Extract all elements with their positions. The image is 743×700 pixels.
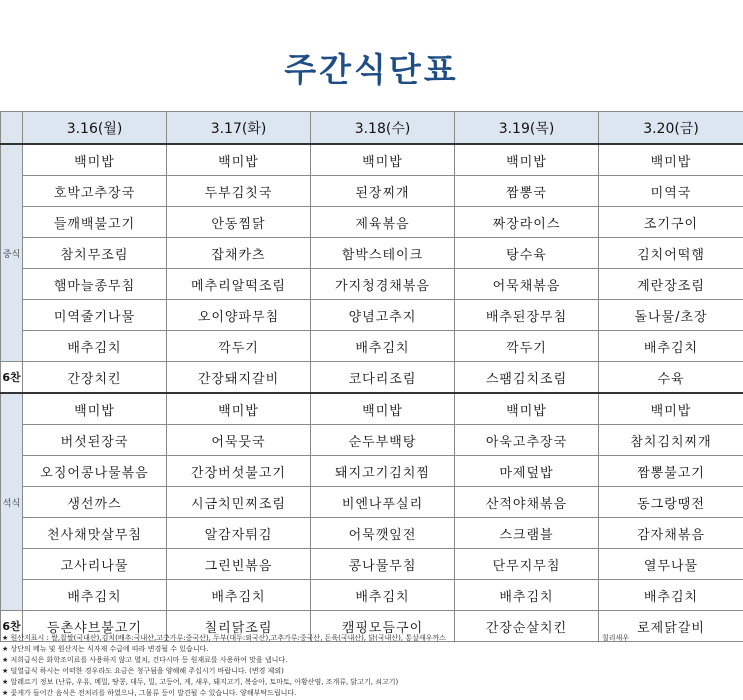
menu-cell: 콩나물무침 xyxy=(311,549,455,580)
menu-cell: 감자채볶음 xyxy=(599,518,743,549)
menu-cell: 배추김치 xyxy=(599,331,743,362)
side-dish-cell: 캠핑모듬구이 xyxy=(311,611,455,642)
menu-cell: 백미밥 xyxy=(599,144,743,176)
note-line: ★ 원산지표시 : 쌀,찹쌀(국내산),김치(배추:국내산,고춧가루:중국산), 두부(대두:외국산),고추가루:중국산, 돈육(국내산), 닭(국내산), 통살새우까스 xyxy=(2,634,446,642)
side-dish-cell: 코다리조림 xyxy=(311,362,455,394)
menu-cell: 참치김치찌개 xyxy=(599,425,743,456)
lunch-row xyxy=(1,144,743,176)
menu-cell: 천사채맛살무침 xyxy=(23,518,167,549)
menu-cell: 돌나물/초장 xyxy=(599,300,743,331)
lunch-side-row xyxy=(1,362,743,394)
menu-cell: 알감자튀김 xyxy=(167,518,311,549)
menu-cell: 스크램블 xyxy=(455,518,599,549)
notes-extra: 칠리새우 xyxy=(602,634,630,642)
menu-cell: 백미밥 xyxy=(167,393,311,425)
menu-cell: 미역줄기나물 xyxy=(23,300,167,331)
menu-cell: 백미밥 xyxy=(311,393,455,425)
page-title: 주간식단표 xyxy=(284,50,459,89)
day-header: 3.20(금) xyxy=(599,112,743,145)
menu-cell: 생선까스 xyxy=(23,487,167,518)
menu-cell: 백미밥 xyxy=(23,393,167,425)
menu-cell: 메추리알떡조림 xyxy=(167,269,311,300)
menu-cell: 배추김치 xyxy=(23,580,167,611)
menu-cell: 호박고추장국 xyxy=(23,176,167,207)
menu-cell: 그린빈볶음 xyxy=(167,549,311,580)
menu-cell: 배추김치 xyxy=(455,580,599,611)
side-dish-cell: 수육 xyxy=(599,362,743,394)
menu-cell: 들깨백불고기 xyxy=(23,207,167,238)
side-dish-cell: 칠리닭조림 xyxy=(167,611,311,642)
menu-cell: 간장버섯불고기 xyxy=(167,456,311,487)
menu-cell: 햄마늘종무침 xyxy=(23,269,167,300)
side-dish-cell: 등촌샤브불고기 xyxy=(23,611,167,642)
menu-cell: 어묵뭇국 xyxy=(167,425,311,456)
menu-cell: 잡채카츠 xyxy=(167,238,311,269)
note-line: ★ 저희급식은 화학조미료를 사용하지 않고 멸치, 건다시마 등 원재료를 사용하여 맛을 냅니다. xyxy=(2,656,288,664)
menu-cell: 제육볶음 xyxy=(311,207,455,238)
menu-cell: 비엔나푸실리 xyxy=(311,487,455,518)
menu-cell: 백미밥 xyxy=(311,144,455,176)
note-line: ★ 꽃게가 들어간 음식은 전처리를 하였으나, 그물류 등이 발견될 수 있습니다. 양해부탁드립니다. xyxy=(2,689,297,697)
menu-cell: 열무나물 xyxy=(599,549,743,580)
side-dish-cell: 로제닭갈비 xyxy=(599,611,743,642)
menu-cell: 백미밥 xyxy=(167,144,311,176)
menu-cell: 순두부백탕 xyxy=(311,425,455,456)
menu-cell: 백미밥 xyxy=(455,393,599,425)
menu-body xyxy=(1,144,743,642)
day-header: 3.18(수) xyxy=(311,112,455,145)
lunch-label: 중식 xyxy=(1,144,23,362)
top-bar xyxy=(0,0,743,22)
lunch-row xyxy=(1,176,743,207)
note-line: ★ 알레르기 정보 (난류, 우유, 메밀, 땅콩, 대두, 밀, 고등어, 게, 새우, 돼지고기, 복숭아, 토마토, 아황산염, 조개류, 닭고기, 쇠고기) xyxy=(2,678,399,686)
dinner-row xyxy=(1,456,743,487)
menu-cell: 미역국 xyxy=(599,176,743,207)
menu-cell: 백미밥 xyxy=(455,144,599,176)
header-row xyxy=(1,112,743,145)
dinner-row xyxy=(1,425,743,456)
menu-cell: 백미밥 xyxy=(23,144,167,176)
notes-list xyxy=(2,633,742,699)
dinner-label: 석식 xyxy=(1,393,23,611)
lunch-row xyxy=(1,207,743,238)
menu-cell: 함박스테이크 xyxy=(311,238,455,269)
menu-cell: 배추김치 xyxy=(167,580,311,611)
menu-cell: 짬뽕국 xyxy=(455,176,599,207)
side-dish-cell: 간장돼지갈비 xyxy=(167,362,311,394)
dinner-row xyxy=(1,580,743,611)
dinner-row xyxy=(1,487,743,518)
menu-cell: 배추김치 xyxy=(311,331,455,362)
menu-cell: 계란장조림 xyxy=(599,269,743,300)
menu-cell: 오징어콩나물볶음 xyxy=(23,456,167,487)
side-dish-cell: 간장치킨 xyxy=(23,362,167,394)
menu-cell: 배추된장무침 xyxy=(455,300,599,331)
note-line: ★ 덜열급식 하시는 어떠한 경우라도 요금은 청구됨을 양해해 주십시기 바랍니다. (변경 제외) xyxy=(2,667,284,675)
notes-section xyxy=(2,633,742,699)
menu-cell: 시금치민찌조림 xyxy=(167,487,311,518)
menu-cell: 탕수육 xyxy=(455,238,599,269)
menu-cell: 돼지고기김치찜 xyxy=(311,456,455,487)
menu-cell: 동그랑땡전 xyxy=(599,487,743,518)
dinner-row xyxy=(1,518,743,549)
lunch-row xyxy=(1,238,743,269)
lunch-row xyxy=(1,300,743,331)
menu-cell: 어묵깻잎전 xyxy=(311,518,455,549)
day-header: 3.19(목) xyxy=(455,112,599,145)
side-dish-cell: 스팸김치조림 xyxy=(455,362,599,394)
header-corner xyxy=(1,112,23,145)
menu-cell: 버섯된장국 xyxy=(23,425,167,456)
dinner-side-label: 6찬 xyxy=(1,611,23,642)
menu-cell: 된장찌개 xyxy=(311,176,455,207)
dinner-row xyxy=(1,393,743,425)
menu-cell: 짜장라이스 xyxy=(455,207,599,238)
menu-cell: 아욱고추장국 xyxy=(455,425,599,456)
menu-cell: 짬뽕불고기 xyxy=(599,456,743,487)
menu-cell: 참치무조림 xyxy=(23,238,167,269)
menu-cell: 오이양파무침 xyxy=(167,300,311,331)
menu-cell: 배추김치 xyxy=(23,331,167,362)
menu-cell: 배추김치 xyxy=(311,580,455,611)
menu-cell: 김치어떡햄 xyxy=(599,238,743,269)
dinner-row xyxy=(1,549,743,580)
day-header: 3.16(월) xyxy=(23,112,167,145)
menu-cell: 양념고추지 xyxy=(311,300,455,331)
lunch-row xyxy=(1,269,743,300)
menu-cell: 배추김치 xyxy=(599,580,743,611)
menu-cell: 백미밥 xyxy=(599,393,743,425)
menu-cell: 깍두기 xyxy=(455,331,599,362)
menu-cell: 두부김칫국 xyxy=(167,176,311,207)
lunch-row xyxy=(1,331,743,362)
menu-cell: 안동찜닭 xyxy=(167,207,311,238)
side-dish-cell: 간장순살치킨 xyxy=(455,611,599,642)
menu-cell: 고사리나물 xyxy=(23,549,167,580)
weekly-menu-table xyxy=(0,111,743,642)
menu-cell: 어묵채볶음 xyxy=(455,269,599,300)
menu-cell: 가지청경채볶음 xyxy=(311,269,455,300)
day-header: 3.17(화) xyxy=(167,112,311,145)
lunch-side-label: 6찬 xyxy=(1,362,23,394)
menu-cell: 깍두기 xyxy=(167,331,311,362)
menu-cell: 마제덮밥 xyxy=(455,456,599,487)
note-line: ★ 상단의 메뉴 및 원산지는 식자재 수급에 따라 변경될 수 있습니다. xyxy=(2,645,209,653)
menu-cell: 산적야채볶음 xyxy=(455,487,599,518)
menu-cell: 조기구이 xyxy=(599,207,743,238)
menu-cell: 단무지무침 xyxy=(455,549,599,580)
